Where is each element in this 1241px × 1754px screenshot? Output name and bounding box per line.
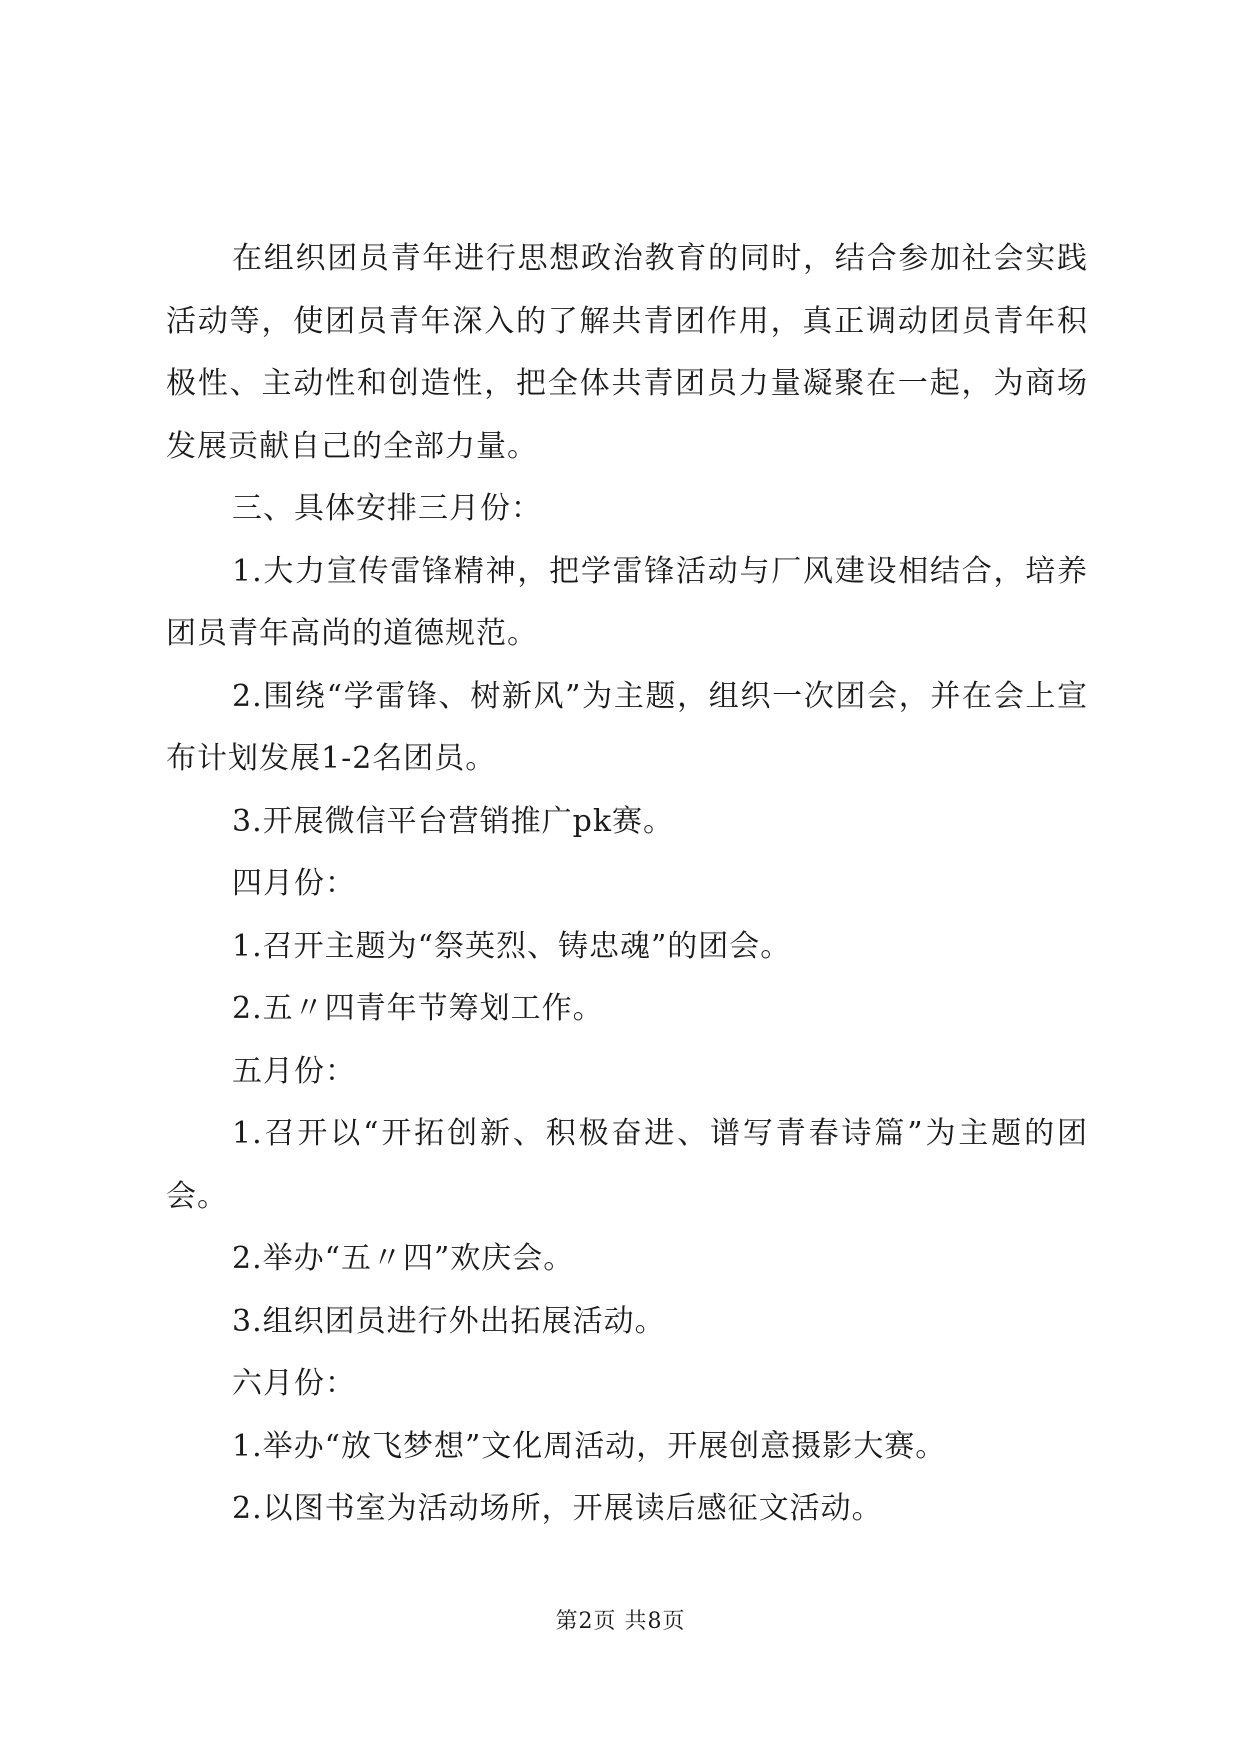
month-heading: 四月份： [232, 866, 356, 901]
paragraph: 在组织团员青年进行思想政治教育的同时，结合参加社会实践活动等，使团员青年深入的了解共青团作用，真正调动团员青年积极性、主动性和创造性，把全体共青团员力量凝聚在一起，为商场发展贡献自己的全部力量。 [166, 241, 1088, 464]
month-heading: 五月份： [232, 1053, 356, 1089]
document-body [166, 228, 1088, 1541]
list-item: 2.举办“五〃四”欢庆会。 [232, 1241, 575, 1276]
list-item: 2.以图书室为活动场所，开展读后感征文活动。 [232, 1491, 883, 1526]
list-item: 1.大力宣传雷锋精神，把学雷锋活动与厂风建设相结合，培养团员青年高尚的道德规范。 [166, 553, 1088, 651]
section-heading: 三、具体安排三月份： [232, 491, 542, 526]
list-item: 2.围绕“学雷锋、树新风”为主题，组织一次团会，并在会上宣布计划发展1-2名团员。 [166, 678, 1088, 776]
list-item: 2.五〃四青年节筹划工作。 [232, 991, 604, 1026]
list-item: 3.开展微信平台营销推广pk赛。 [232, 803, 675, 839]
month-heading: 六月份： [232, 1366, 356, 1401]
list-item: 1.举办“放飞梦想”文化周活动，开展创意摄影大赛。 [232, 1428, 947, 1464]
list-item: 3.组织团员进行外出拓展活动。 [232, 1303, 666, 1339]
list-item: 1.召开主题为“祭英烈、铸忠魂”的团会。 [232, 928, 792, 964]
page-footer: 第2页 共8页 [555, 1609, 686, 1634]
list-item: 1.召开以“开拓创新、积极奋进、谱写青春诗篇”为主题的团会。 [166, 1116, 1088, 1214]
